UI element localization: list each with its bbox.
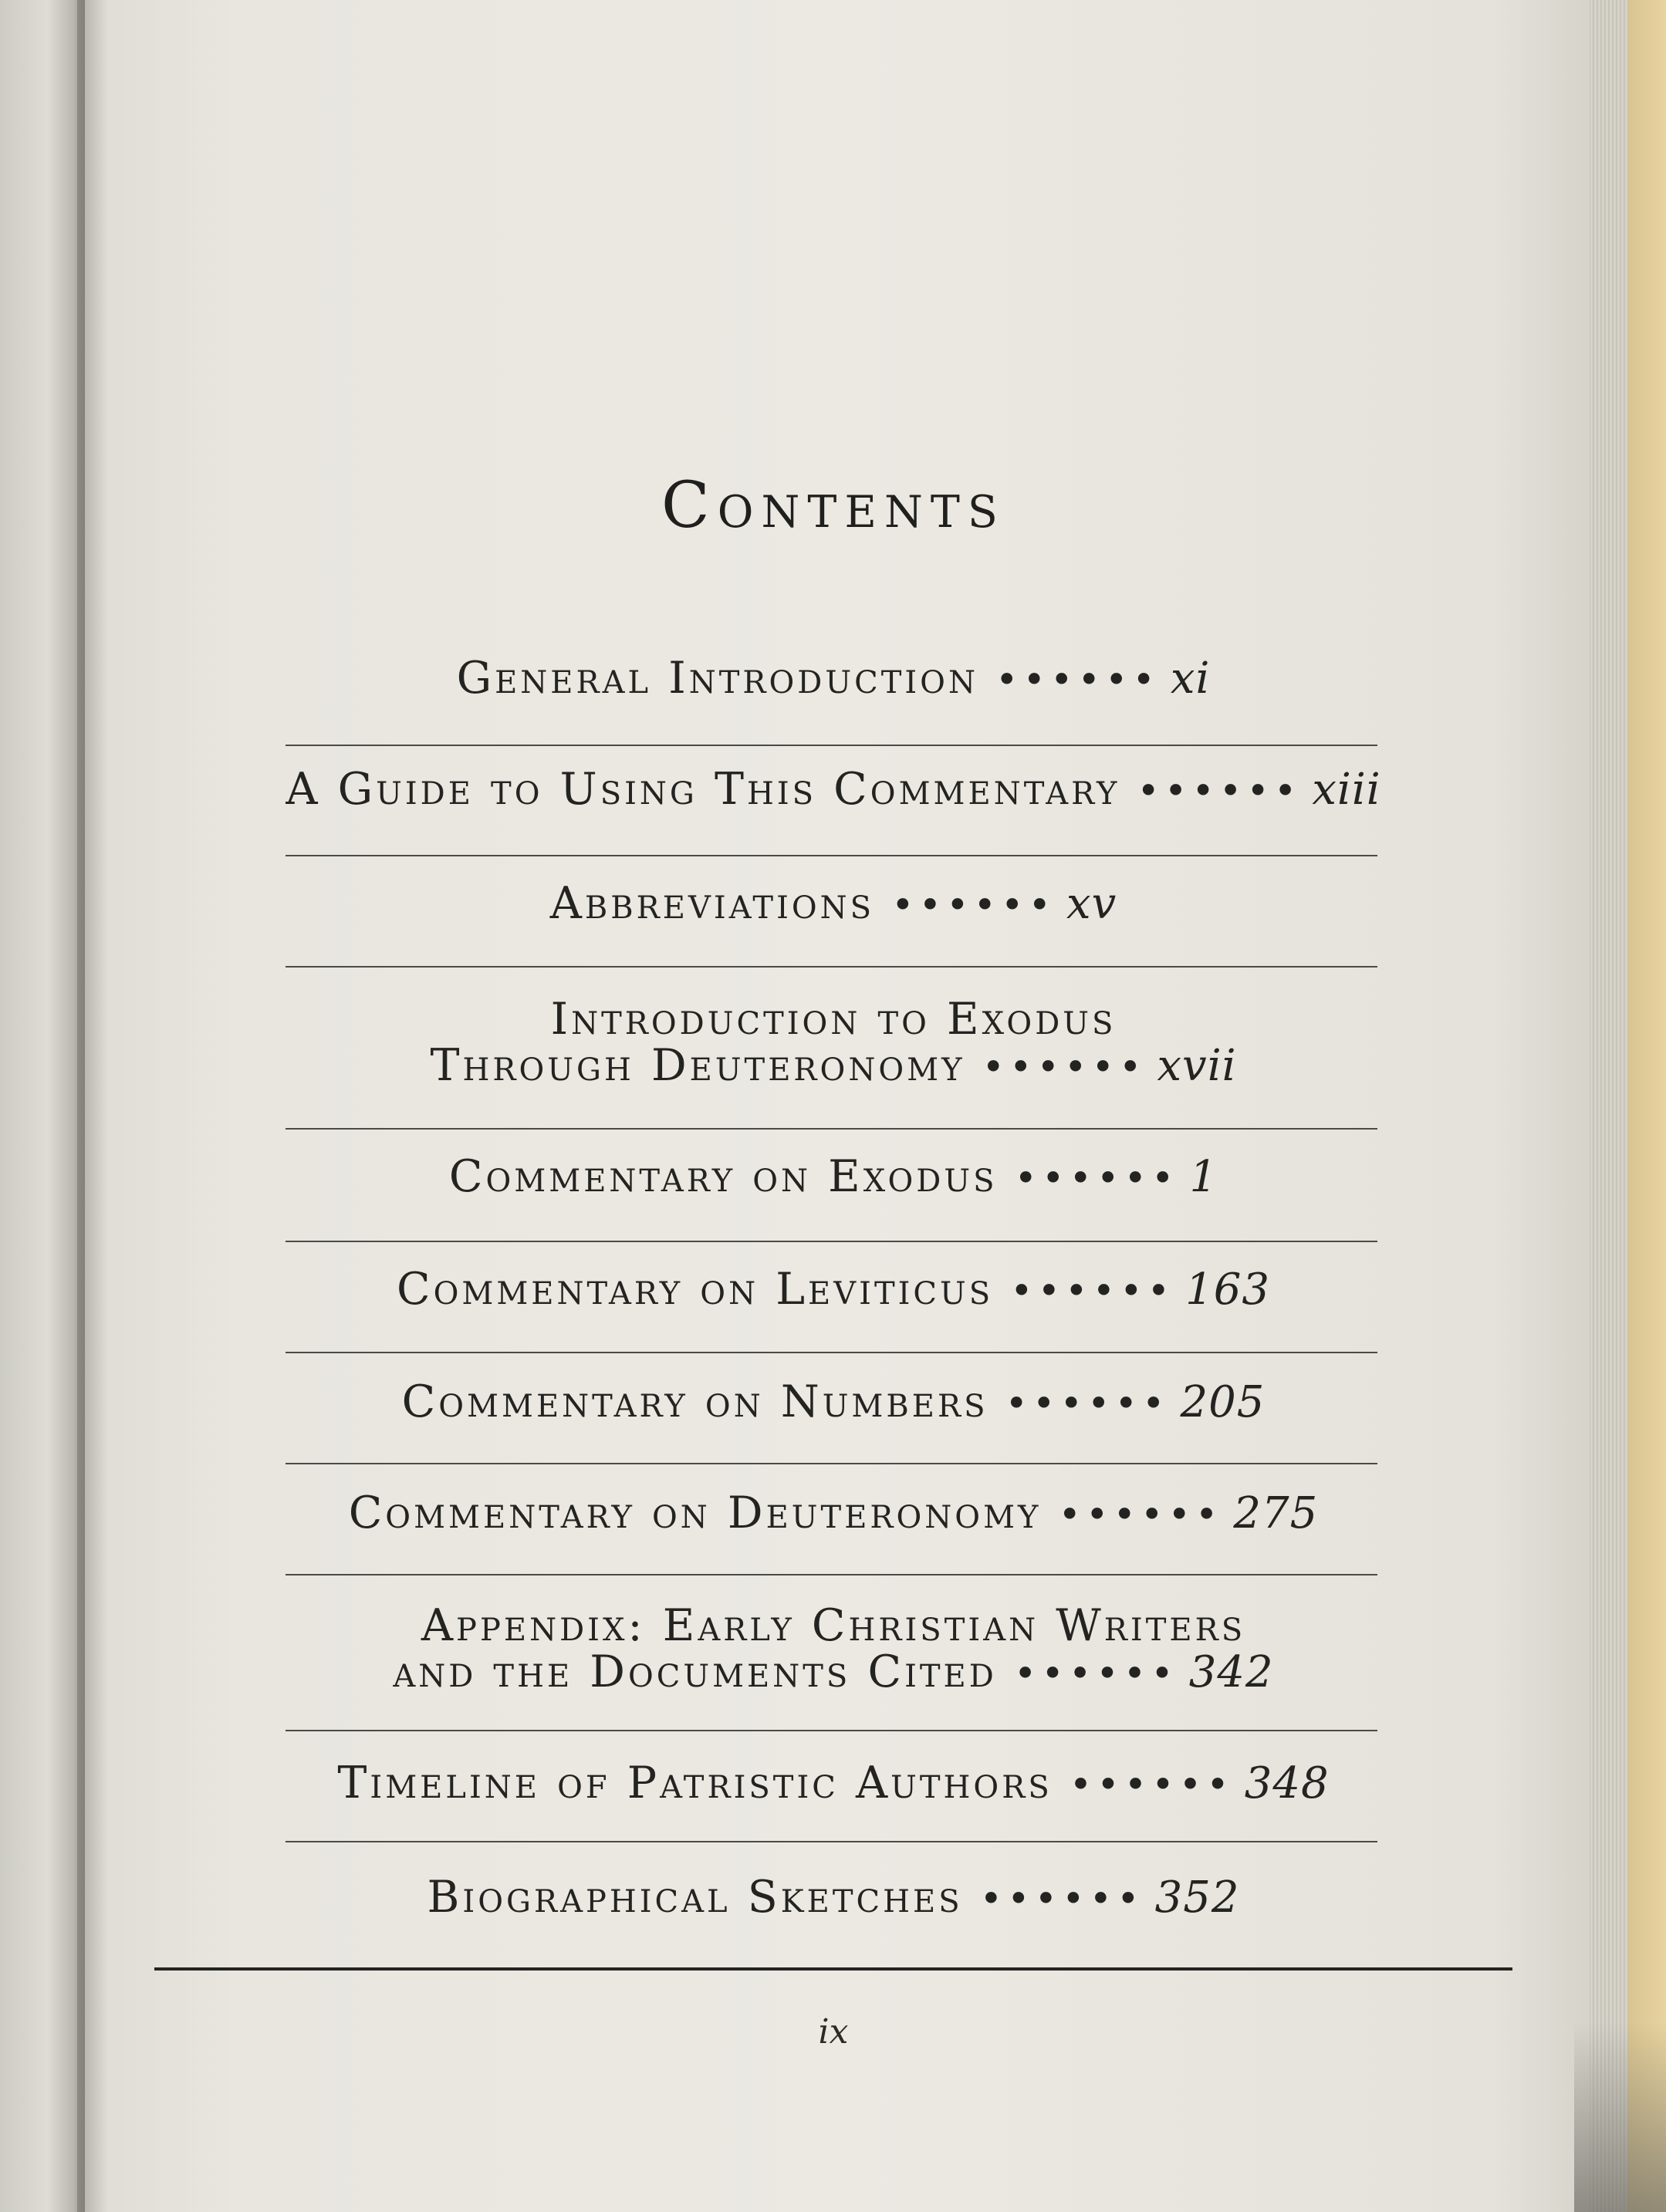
toc-entry-title: Timeline of Patristic Authors: [337, 1758, 1053, 1808]
toc-leader-dots: ••••••: [979, 1876, 1144, 1921]
toc-divider: [286, 1352, 1377, 1353]
toc-leader-dots: ••••••: [995, 657, 1160, 702]
toc-entry: [262, 1153, 1404, 1202]
toc-entry-title: Commentary on Leviticus: [396, 1264, 994, 1315]
toc-entry-title-line2: Through Deuteronomy: [430, 1040, 965, 1091]
toc-divider: [286, 855, 1377, 856]
toc-entry-title: General Introduction: [456, 653, 978, 704]
toc-leader-dots: ••••••: [982, 1045, 1147, 1089]
toc-entry-page: xv: [1066, 879, 1117, 929]
page-number: ix: [818, 2012, 849, 2052]
toc-entry-title-line2: and the Documents Cited: [393, 1646, 997, 1697]
toc-divider: [286, 1128, 1377, 1130]
toc-entry-page: 342: [1188, 1647, 1274, 1697]
toc-entry: [262, 1759, 1404, 1808]
toc-entry: [262, 1378, 1404, 1427]
toc-entry-page: 348: [1244, 1758, 1330, 1808]
toc-entry: [262, 880, 1404, 929]
toc-entry-title: Commentary on Deuteronomy: [348, 1488, 1042, 1538]
toc-entry-page: 275: [1233, 1488, 1319, 1538]
toc-entry: [262, 654, 1404, 704]
toc-entry-page: xi: [1170, 653, 1211, 704]
toc-entry: [262, 765, 1404, 815]
toc-leader-dots: ••••••: [1014, 1156, 1179, 1201]
toc-divider: [286, 1241, 1377, 1242]
toc-entry-page: 163: [1185, 1265, 1270, 1315]
toc-entry-page: 205: [1180, 1377, 1266, 1427]
toc-leader-dots: ••••••: [1005, 1381, 1170, 1426]
toc-leader-dots: ••••••: [1010, 1268, 1175, 1313]
binding-shadow: [77, 0, 108, 2212]
toc-entry-title: Commentary on Exodus: [448, 1151, 998, 1202]
toc-divider: [286, 1463, 1377, 1464]
toc-entry-page: xiii: [1312, 765, 1381, 815]
toc-divider: [286, 1730, 1377, 1731]
toc-entry-continued: [262, 1042, 1404, 1091]
toc-entry: [262, 1602, 1404, 1650]
toc-entry-title-line1: Introduction to Exodus: [550, 994, 1117, 1045]
contents-heading: Contents: [661, 469, 1005, 542]
toc-entry-page: 352: [1154, 1873, 1240, 1923]
cover-edge: [1628, 0, 1666, 2212]
toc-entry-title: A Guide to Using This Commentary: [286, 764, 1120, 815]
toc-divider: [286, 1841, 1377, 1842]
toc-divider: [286, 745, 1377, 746]
toc-entry-title: Abbreviations: [549, 878, 875, 929]
left-gutter: [0, 0, 86, 2212]
toc-entry-title: Biographical Sketches: [427, 1872, 963, 1923]
toc-entry-continued: [262, 1648, 1404, 1697]
toc-entry: [262, 995, 1404, 1043]
toc-entry-page: 1: [1189, 1152, 1218, 1202]
toc-leader-dots: ••••••: [1013, 1651, 1178, 1696]
toc-leader-dots: ••••••: [1058, 1492, 1223, 1537]
toc-divider: [286, 1574, 1377, 1575]
toc-entry-title-line1: Appendix: Early Christian Writers: [421, 1600, 1246, 1651]
toc-leader-dots: ••••••: [891, 883, 1056, 927]
toc-divider: [286, 966, 1377, 968]
toc-entry: [262, 1489, 1404, 1538]
toc-leader-dots: ••••••: [1137, 768, 1302, 813]
toc-entry: [262, 1265, 1404, 1315]
toc-entry-title: Commentary on Numbers: [401, 1376, 988, 1427]
toc-entry: [262, 1873, 1404, 1923]
footer-rule: [154, 1967, 1512, 1971]
bottom-shadow: [1574, 2021, 1666, 2212]
toc-entry-page: xvii: [1157, 1041, 1237, 1091]
toc-leader-dots: ••••••: [1069, 1762, 1234, 1807]
